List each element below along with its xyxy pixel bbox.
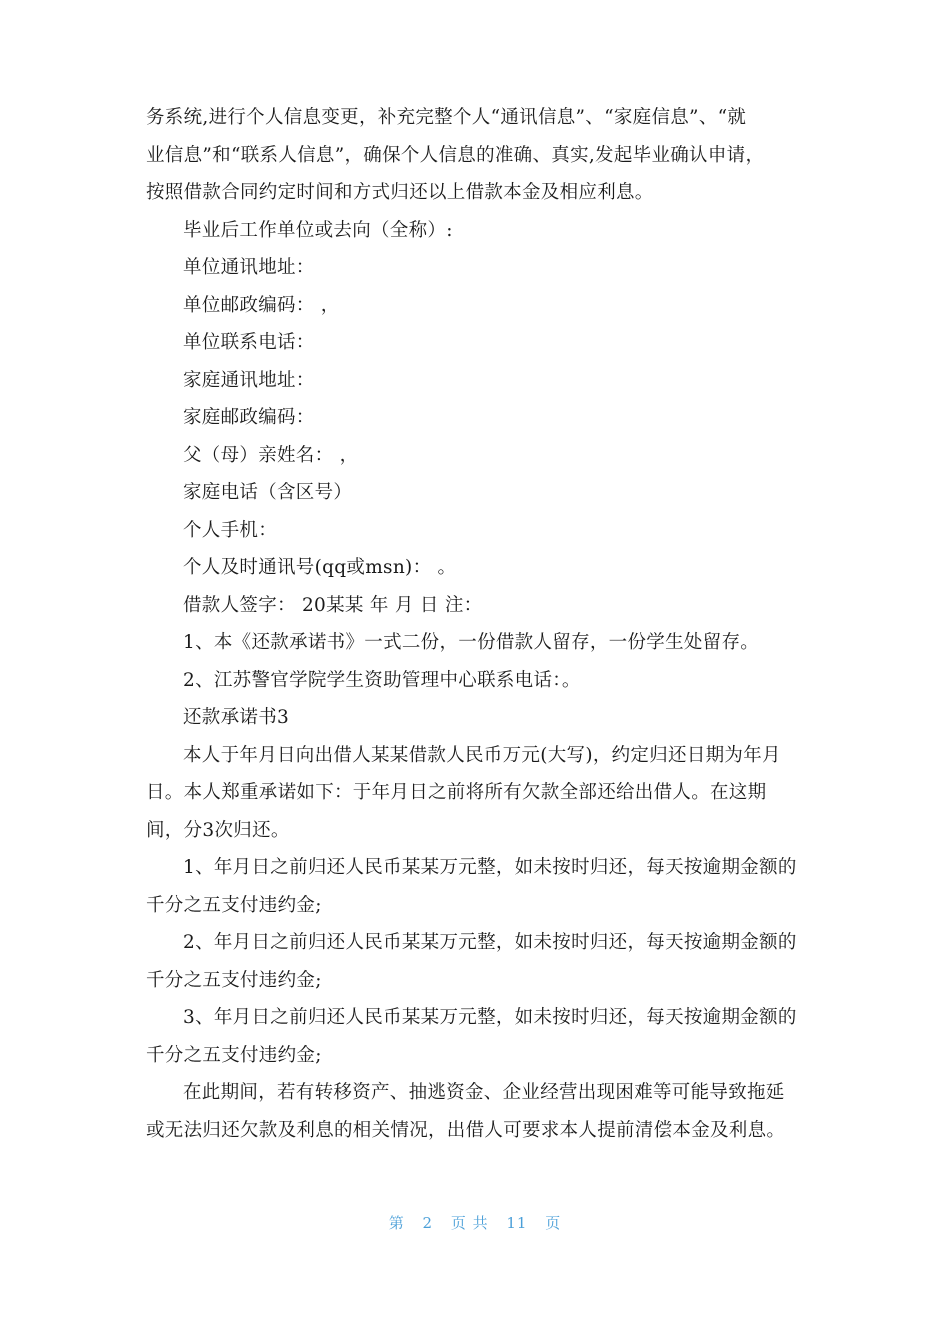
text-line: 按照借款合同约定时间和方式归还以上借款本金及相应利息。 — [146, 182, 654, 203]
text-line: 父（母）亲姓名： ， — [183, 444, 359, 466]
text-line: 单位邮政编码： ， — [183, 294, 340, 316]
text-line: 1、年月日之前归还人民币某某万元整，如未按时归还，每天按逾期金额的 — [183, 857, 797, 878]
text-line: 个人手机： — [183, 519, 278, 541]
text-line: 日。本人郑重承诺如下：于年月日之前将所有欠款全部还给出借人。在这期 — [146, 782, 767, 803]
text-line: 毕业后工作单位或去向（全称）: — [183, 219, 453, 241]
text-line: 2、年月日之前归还人民币某某万元整，如未按时归还，每天按逾期金额的 — [183, 932, 797, 953]
footer-suffix: 页 — [545, 1214, 562, 1232]
text-line: 2、江苏警官学院学生资助管理中心联系电话：。 — [183, 669, 581, 691]
text-line: 借款人签字： 20某某 年 月 日 注： — [183, 594, 483, 616]
footer-current-page: 2 — [422, 1214, 434, 1232]
text-line: 千分之五支付违约金; — [146, 969, 322, 991]
text-line: 家庭通讯地址： — [183, 369, 315, 391]
text-line: 业信息”和“联系人信息”，确保个人信息的准确、真实,发起毕业确认申请， — [146, 144, 765, 166]
text-line: 间，分3次归还。 — [146, 819, 290, 841]
text-line: 家庭邮政编码： — [183, 407, 315, 428]
text-line: 单位联系电话： — [183, 332, 315, 353]
text-line: 1、本《还款承诺书》一式二份，一份借款人留存，一份学生处留存。 — [183, 632, 760, 653]
text-line: 单位通讯地址： — [183, 257, 315, 278]
document-body — [146, 99, 806, 1149]
footer-total-pages: 11 — [506, 1214, 528, 1232]
text-line: 千分之五支付违约金; — [146, 894, 322, 916]
footer-prefix: 第 — [388, 1214, 405, 1232]
text-line: 3、年月日之前归还人民币某某万元整，如未按时归还，每天按逾期金额的 — [183, 1007, 797, 1028]
text-line: 个人及时通讯号(qq或msn)： 。 — [183, 557, 457, 578]
footer-middle: 页 共 — [450, 1214, 489, 1232]
text-line: 或无法归还欠款及利息的相关情况，出借人可要求本人提前清偿本金及利息。 — [146, 1119, 786, 1141]
text-line: 还款承诺书3 — [183, 707, 290, 728]
page-footer — [0, 1212, 950, 1233]
text-line: 务系统,进行个人信息变更，补充完整个人“通讯信息”、“家庭信息”、“就 — [146, 107, 747, 128]
text-line: 本人于年月日向出借人某某借款人民币万元(大写)，约定归还日期为年月 — [183, 744, 781, 766]
text-line: 在此期间，若有转移资产、抽逃资金、企业经营出现困难等可能导致拖延 — [183, 1082, 785, 1103]
text-line: 千分之五支付违约金; — [146, 1044, 322, 1066]
text-line: 家庭电话（含区号） — [183, 482, 353, 503]
